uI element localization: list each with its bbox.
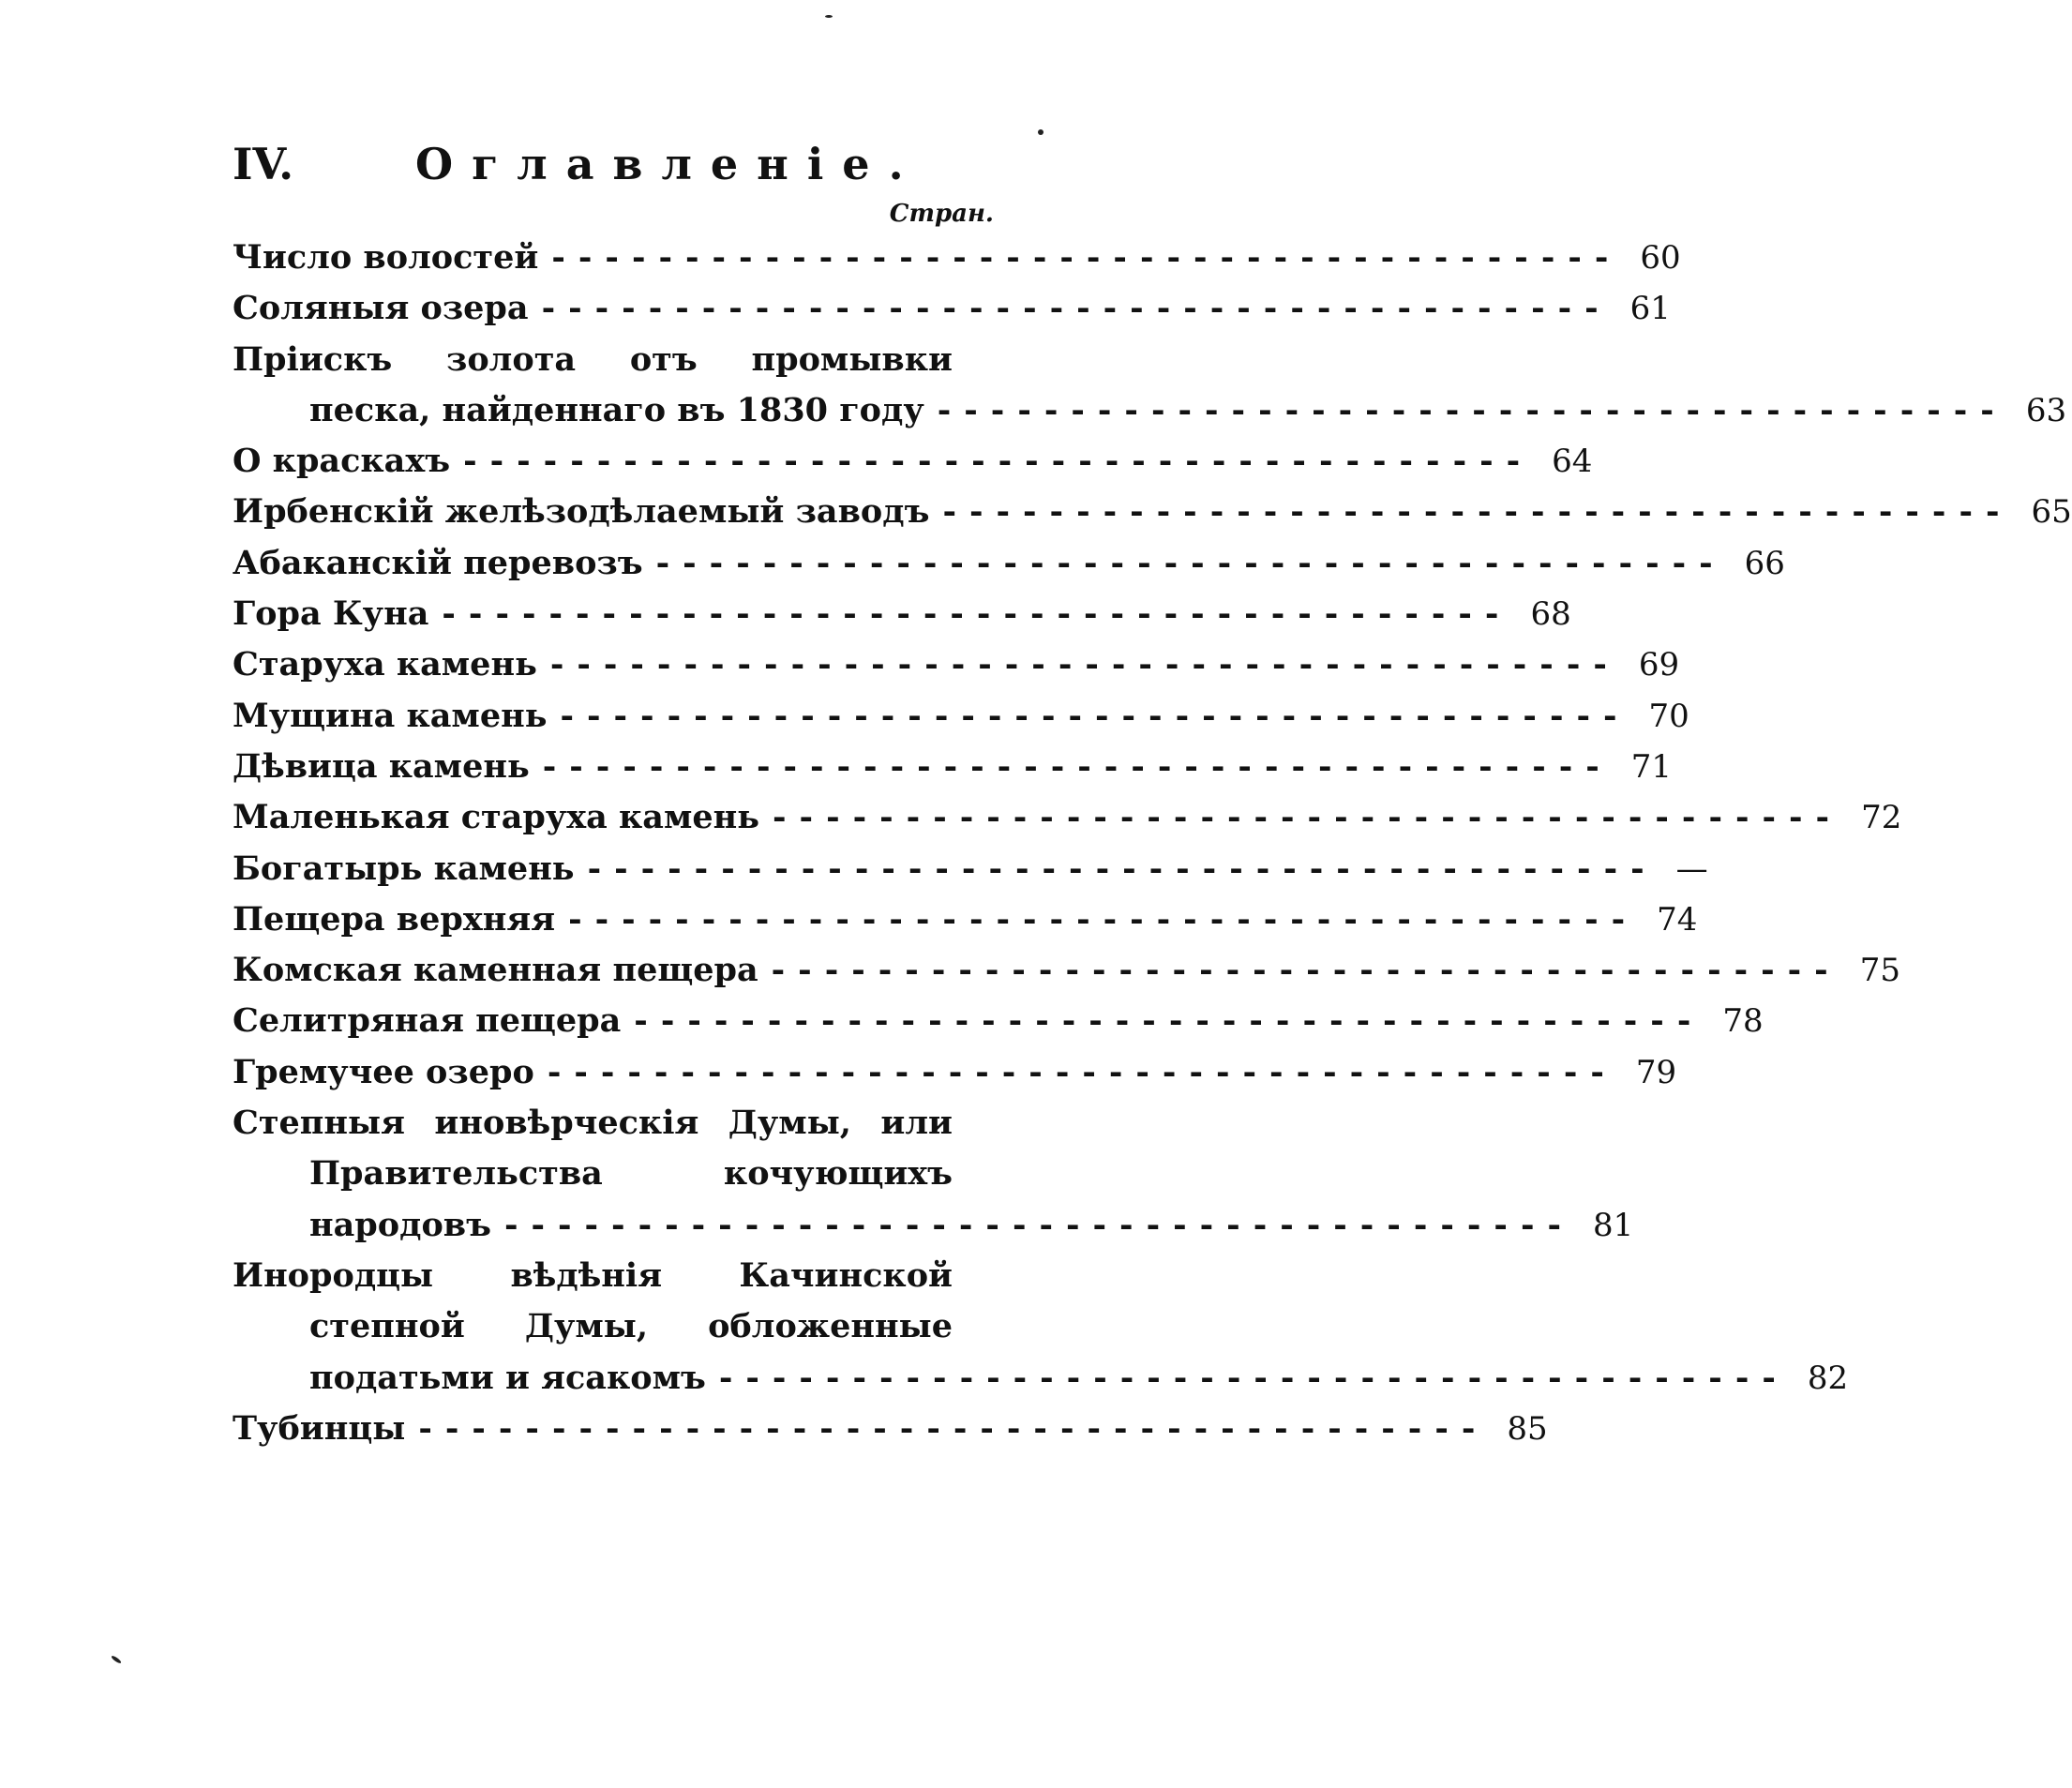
toc-page-number: — (1675, 849, 1708, 888)
toc-page-number: 78 (1722, 1002, 1764, 1041)
toc-leader-dashes: ---------------------------------------- (463, 442, 1534, 481)
toc-row (233, 1104, 990, 1154)
print-speck (1038, 129, 1044, 135)
toc-leader-dashes: ---------------------------------------- (771, 951, 1841, 990)
toc-page-number: 65 (2031, 493, 2072, 532)
toc-entry-title: податьми и ясакомъ (309, 1358, 706, 1397)
toc-row (233, 492, 2072, 543)
toc-page-number: 63 (2025, 391, 2067, 429)
toc-entry-title: Комская каменная пещера (233, 951, 758, 990)
toc-leader-dashes: ---------------------------------------- (503, 1205, 1575, 1244)
toc-row (233, 1052, 1677, 1104)
toc-entry-title: Правительства кочующихъ (309, 1154, 953, 1194)
page-title: Оглавленіе. (415, 139, 923, 189)
toc-page-number: 79 (1635, 1053, 1677, 1091)
toc-page-number: 85 (1507, 1409, 1548, 1448)
print-speck (825, 15, 833, 18)
toc-page-number: 81 (1593, 1206, 1634, 1244)
toc-entry-title: Тубинцы (233, 1408, 406, 1448)
toc-row (233, 1256, 990, 1307)
toc-row (233, 746, 1673, 798)
toc-entry-title: Мущина камень (233, 696, 548, 735)
toc-entry-title: Дѣвица камень (233, 746, 530, 786)
toc-entry-title: Абаканскій перевозъ (233, 543, 643, 582)
toc-entry-title: народовъ (309, 1205, 491, 1244)
toc-leader-dashes: ---------------------------------------- (542, 746, 1613, 786)
toc-row (233, 1001, 1764, 1052)
toc-leader-dashes: ---------------------------------------- (549, 645, 1620, 684)
toc-row (233, 340, 990, 391)
toc-entry-title: Старуха камень (233, 645, 537, 684)
toc-row (233, 1307, 990, 1358)
toc-leader-dashes: ---------------------------------------- (655, 543, 1726, 582)
toc-entry-title: Степныя иновѣрческія Думы, или (233, 1104, 953, 1143)
toc-entry-title: песка, найденнаго въ 1830 году (309, 390, 924, 429)
toc-page-number: 75 (1859, 952, 1900, 990)
toc-page-number: 74 (1657, 900, 1698, 939)
page-roman-numeral: IV. (233, 139, 294, 189)
toc-leader-dashes: ---------------------------------------- (942, 492, 2013, 532)
toc-page-number: 66 (1744, 544, 1785, 582)
toc-leader-dashes: ---------------------------------------- (587, 849, 1658, 888)
page-header (233, 139, 983, 195)
toc-page-number: 64 (1552, 443, 1593, 481)
toc-row (233, 899, 1698, 951)
toc-entry-title: Соляныя озера (233, 289, 529, 328)
toc-entry-title: Селитряная пещера (233, 1001, 622, 1041)
toc-leader-dashes: ---------------------------------------- (547, 1052, 1617, 1091)
toc-page-number: 61 (1629, 290, 1671, 328)
toc-leader-dashes: ---------------------------------------- (568, 899, 1639, 939)
toc-entry-title: Маленькая старуха камень (233, 798, 760, 837)
print-speck (111, 1655, 122, 1664)
toc-row (233, 696, 1689, 747)
toc-leader-dashes: ---------------------------------------- (418, 1408, 1489, 1448)
toc-entry-title: Инородцы вѣдѣнія Качинской (233, 1255, 953, 1295)
toc-page-number: 60 (1640, 239, 1681, 277)
toc-entry-title: Гремучее озеро (233, 1052, 534, 1091)
toc-entry-title: степной Думы, обложенные (309, 1307, 953, 1346)
toc-leader-dashes: ---------------------------------------- (937, 390, 2007, 429)
toc-leader-dashes: ---------------------------------------- (541, 289, 1612, 328)
table-of-contents (233, 238, 2072, 1460)
toc-row (233, 951, 1900, 1001)
toc-leader-dashes: ---------------------------------------- (634, 1001, 1704, 1041)
toc-row (233, 289, 1671, 339)
toc-row (233, 238, 1681, 289)
toc-row (233, 390, 2067, 442)
toc-leader-dashes: ---------------------------------------- (442, 594, 1512, 634)
toc-entry-title: Число волостей (233, 238, 539, 277)
toc-page-number: 71 (1630, 747, 1673, 786)
toc-row (233, 594, 1571, 645)
toc-page-number: 69 (1638, 646, 1680, 684)
page-column-label: Стран. (889, 200, 994, 228)
toc-page-number: 68 (1530, 595, 1571, 634)
toc-row (233, 1154, 990, 1205)
toc-row (233, 442, 1593, 492)
toc-page-number: 72 (1861, 799, 1902, 837)
toc-page-number: 70 (1648, 697, 1689, 735)
toc-entry-title: Богатырь камень (233, 849, 575, 888)
toc-row (233, 1358, 1849, 1409)
toc-entry-title: Пріискъ золота отъ промывки (233, 339, 953, 379)
toc-row (233, 645, 1680, 696)
toc-leader-dashes: ---------------------------------------- (718, 1358, 1789, 1397)
toc-leader-dashes: ---------------------------------------- (773, 798, 1843, 837)
toc-row (233, 1205, 1634, 1256)
toc-leader-dashes: ---------------------------------------- (551, 238, 1622, 277)
toc-row (233, 849, 1708, 900)
toc-row (233, 543, 1785, 594)
toc-entry-title: Ирбенскій желѣзодѣлаемый заводъ (233, 492, 930, 532)
toc-leader-dashes: ---------------------------------------- (560, 696, 1630, 735)
toc-row (233, 1408, 1548, 1460)
toc-row (233, 798, 1902, 849)
toc-entry-title: Пещера верхняя (233, 899, 556, 939)
toc-entry-title: О краскахъ (233, 442, 451, 481)
toc-entry-title: Гора Куна (233, 594, 429, 634)
toc-page-number: 82 (1807, 1359, 1849, 1397)
